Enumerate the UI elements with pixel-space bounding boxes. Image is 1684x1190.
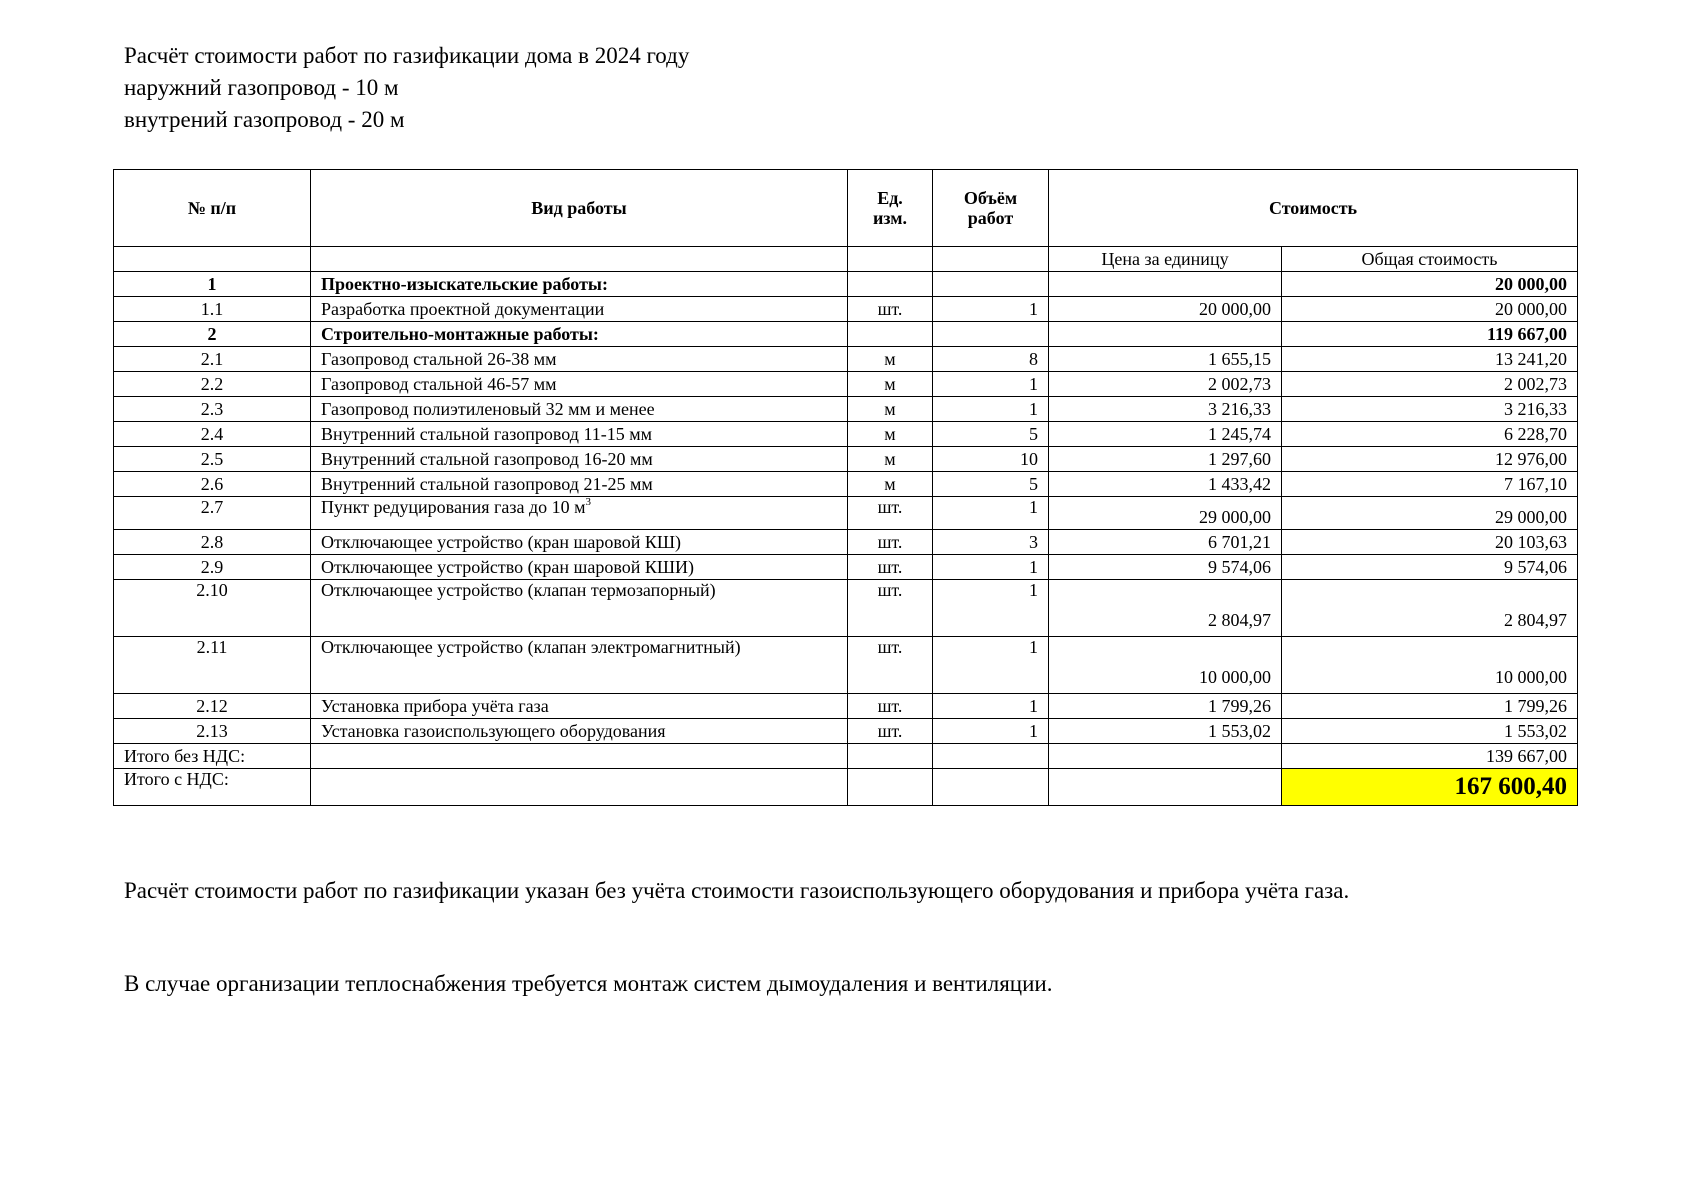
col-header-unit: Ед. изм. <box>848 170 933 247</box>
table-row: 2.9 Отключающее устройство (кран шаровой КШИ) шт. 1 9 574,06 9 574,06 <box>114 555 1578 580</box>
col-header-total-cost: Общая стоимость <box>1282 247 1578 272</box>
col-header-work: Вид работы <box>311 170 848 247</box>
total-with-vat-label: Итого с НДС: <box>114 769 311 806</box>
section-row: 1 Проектно-изыскательские работы: 20 000,00 <box>114 272 1578 297</box>
note-gasification: Расчёт стоимости работ по газификации указан без учёта стоимости газоиспользующего оборудования и прибора учёта газа. <box>124 878 1350 903</box>
table-row: 1.1 Разработка проектной документации шт. 1 20 000,00 20 000,00 <box>114 297 1578 322</box>
col-header-volume: Объём работ <box>933 170 1049 247</box>
total-with-vat-row <box>114 769 1578 806</box>
cost-estimate-table <box>113 169 1578 806</box>
table-row: 2.11 Отключающее устройство (клапан электромагнитный) шт. 1 10 000,00 10 000,00 <box>114 637 1578 694</box>
table-row: 2.2 Газопровод стальной 46-57 мм м 1 2 002,73 2 002,73 <box>114 372 1578 397</box>
table-row: 2.4 Внутренний стальной газопровод 11-15 мм м 5 1 245,74 6 228,70 <box>114 422 1578 447</box>
table-row: 2.1 Газопровод стальной 26-38 мм м 8 1 655,15 13 241,20 <box>114 347 1578 372</box>
col-header-num: № п/п <box>114 170 311 247</box>
table-row: 2.3 Газопровод полиэтиленовый 32 мм и менее м 1 3 216,33 3 216,33 <box>114 397 1578 422</box>
outer-pipeline-length: наружний газопровод - 10 м <box>124 75 399 100</box>
col-header-unit-price: Цена за единицу <box>1049 247 1282 272</box>
table-row: 2.12 Установка прибора учёта газа шт. 1 1 799,26 1 799,26 <box>114 694 1578 719</box>
table-row: 2.13 Установка газоиспользующего оборудования шт. 1 1 553,02 1 553,02 <box>114 719 1578 744</box>
table-row: 2.8 Отключающее устройство (кран шаровой КШ) шт. 3 6 701,21 20 103,63 <box>114 530 1578 555</box>
total-without-vat-label: Итого без НДС: <box>114 744 311 769</box>
table-row: 2.10 Отключающее устройство (клапан термозапорный) шт. 1 2 804,97 2 804,97 <box>114 580 1578 637</box>
inner-pipeline-length: внутрений газопровод - 20 м <box>124 107 405 132</box>
table-row: 2.5 Внутренний стальной газопровод 16-20 мм м 10 1 297,60 12 976,00 <box>114 447 1578 472</box>
table-subheader-row <box>114 247 1578 272</box>
table-header-row <box>114 170 1578 247</box>
document-header <box>124 40 689 136</box>
total-without-vat-row <box>114 744 1578 769</box>
note-heating: В случае организации теплоснабжения требуется монтаж систем дымоудаления и вентиляции. <box>124 971 1053 996</box>
section-row: 2 Строительно-монтажные работы: 119 667,00 <box>114 322 1578 347</box>
total-without-vat-value: 139 667,00 <box>1282 744 1578 769</box>
table-row: 2.7 Пункт редуцирования газа до 10 $м^3$ шт. 1 29 000,00 29 000,00 <box>114 497 1578 530</box>
document-title: Расчёт стоимости работ по газификации дома в 2024 году <box>124 43 690 68</box>
col-header-cost: Стоимость <box>1049 170 1578 247</box>
total-with-vat-value: 167 600,40 <box>1282 769 1578 806</box>
table-row: 2.6 Внутренний стальной газопровод 21-25 мм м 5 1 433,42 7 167,10 <box>114 472 1578 497</box>
